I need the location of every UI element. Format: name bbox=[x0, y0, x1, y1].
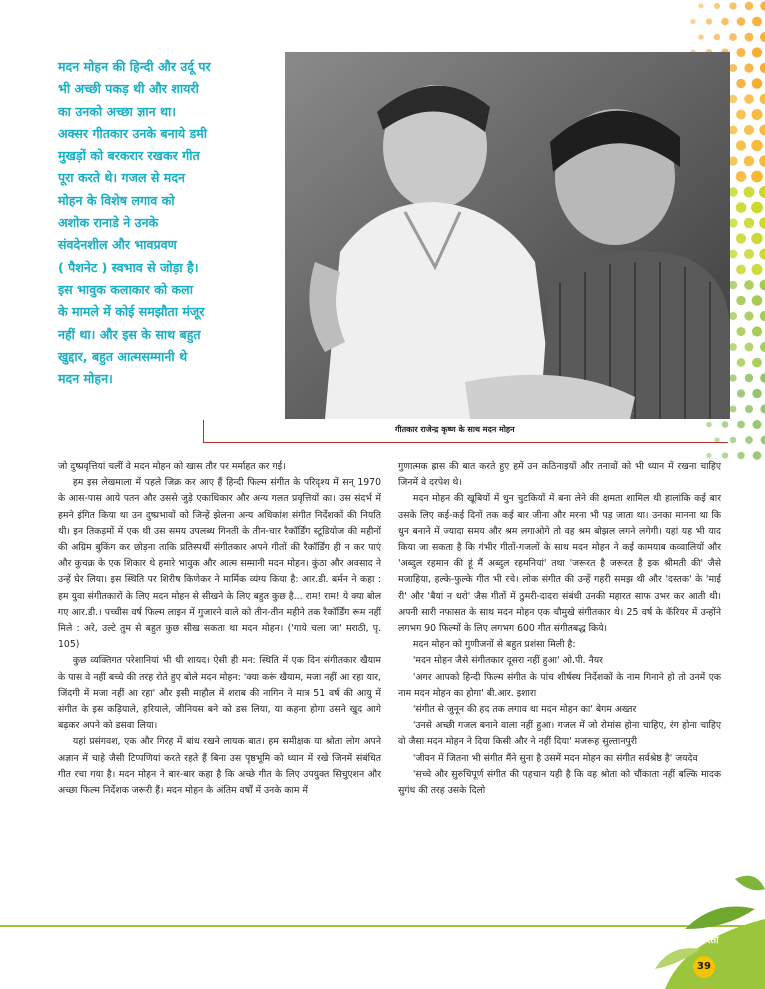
quote: 'उनसे अच्छी गजल बनाने वाला नहीं हुआ। गजल में जो रोमांस होना चाहिए, रंग होना चाहिए वो जैसा मदन मोहन ने दिया किसी और ने नहीं दिया' मजरूह सुल्तानपुरी bbox=[398, 720, 721, 748]
photo-rajendra-krishan-madan-mohan bbox=[285, 52, 730, 419]
paragraph: मदन मोहन को गुणीजनों से बहुत प्रशंसा मिली है: bbox=[412, 639, 576, 651]
paragraph: हम इस लेखमाला में पहले जिक्र कर आए हैं हिन्दी फिल्म संगीत के परिदृश्य में सन् 1970 के आस-पास आये पतन और उससे जुड़े एकाधिकार और अन्य गलत प्रवृत्तियों का। उस संदर्भ में हमने इंगित किया था उन दुष्प्रभावों को जिन्हें झेलना अन्य अधिकांश संगीत निर्देशकों की नियति थी। इन तिकड़मों में एक थी उस समय उपलब्ध गिनती के तीन-चार रैकॉर्डिंग स्टूडियोज की महीनों की अग्रिम बुकिंग कर छोड़ना ताकि प्रतिस्पर्धी संगीतकार अपने गीतों की रैकॉर्डिंग ही न कर पाएं और कुचक्र के एक शिकार थे हमारे भावुक और आत्म सम्मानी मदन मोहन। कुंठा और अवसाद ने उन्हें घेर लिया। इस स्थिति पर शिरीष किणेकर ने मार्मिक व्यंग्य किया है: आर.डी. बर्मन ने कहा : हम युवा संगीतकारों के लिए मदन मोहन से सीखने के लिए बहुत कुछ है... राम! राम! ये क्या बोल गए आर.डी.। पच्चीस वर्ष फिल्म लाइन में गुजारने वाले को तीन-तीन महीने तक रैकॉर्डिंग रूम नहीं मिले : अरे, उल्टे तुम से बहुत कुछ सीख सकता था मदन मोहन। ('गाये चला जा' मराठी, पृ. 105) bbox=[58, 477, 381, 651]
caption-rule bbox=[203, 442, 728, 443]
quote: 'सच्चे और सुरुचिपूर्ण संगीत की पहचान यही है कि वह श्रोता को चौंकाता नहीं बल्कि मादक सुगंध की तरह उसके दिलो bbox=[398, 768, 721, 797]
paragraph: गुणात्मक ह्रास की बात करते हुए हमें उन कठिनाइयों और तनावों को भी ध्यान में रखना चाहिए जिनमें वे दरपेश थे। bbox=[398, 461, 721, 489]
caption-rule-vertical bbox=[203, 420, 204, 442]
paragraph: कुछ व्यक्तिगत परेशानियां भी थी शायद। ऐसी ही मन: स्थिति में एक दिन संगीतकार खैयाम के पास वे नहीं बच्चे की तरह रोते हुए बोले मदन मोहन: 'क्या करूं खैयाम, मजा नहीं आ रहा यार, जिंदगी में मजा नहीं आ रहा' और इसी माहौल में शराब की नागिन ने मात्र 51 वर्ष की आयु में संगीत के इस कड़ियाले, हरियाले, जीनियस बने को डस लिया, या कहना होगा उसने खुद आगे बढ़कर अपने को डसवा लिया। bbox=[58, 655, 381, 732]
paragraph: मदन मोहन की खूबियों में धुन चुटकियों में बना लेने की क्षमता शामिल थी हालांकि कई बार उसके लिए कई-कई दिनों तक कई बार जीना और मरना भी पड़ जाता था। उनका मानना था कि धुन बनाने में ज्यादा समय और श्रम लगाओगे तो वह श्रम बोझल लगने लगेगी। यहां यह भी याद किया जा सकता है कि गंभीर गीतों-गजलों के साथ मदन मोहन ने कई कामयाब कव्वालियों और 'अब्दुल रहमान की हूं मैं अब्दुल रहमनियां' तथा 'जरूरत है जरूरत है इक श्रीमती की' जैसे मजाहिया, हल्के-फुल्के गीत भी रचे। लोक संगीत की उन्हें गहरी समझ थी और 'दस्तक' के 'माई री' और 'बैयां न धरो' जैस गीतों में ठुमरी-दादरा संबंधी उनकी महारत साफ उभर कर आती थी। अपनी सारी नफासत के साथ मदन मोहन एक चौमुखे संगीतकार थे। 25 वर्ष के कॅरियर में उन्होंने लगभग 90 फिल्मों के लिए लगभग 600 गीत संगीतबद्ध किये। bbox=[398, 493, 721, 635]
quote: 'अगर आपको हिन्दी फिल्म संगीत के पांच शीर्षस्थ निर्देशकों के नाम गिनाने हो तो उनमें एक नाम मदन मोहन का होगा' बी.आर. इशारा bbox=[398, 671, 721, 699]
article-column-right bbox=[398, 459, 721, 799]
pull-quote: मदन मोहन की हिन्दी और उर्दू पर भी अच्छी पकड़ थी और शायरी का उनको अच्छा ज्ञान था। अक्सर गीतकार उनके बनाये डमी मुखड़ों को बरकरार रखकर गीत पूरा करते थे। गजल से मदन मोहन के विशेष लगाव को अशोक रानाडे ने उनके संवदेनशील और भावप्रवण ( पैशनेट ) स्वभाव से जोड़ा है। इस भावुक कलाकार को कला के मामले में कोई समझौता मंजूर नहीं था। और इस के साथ बहुत खुद्दार, बहुत आत्मसम्मानी थे मदन मोहन। bbox=[58, 59, 211, 387]
photo-caption: गीतकार राजेन्द्र कृष्ण के साथ मदन मोहन bbox=[395, 425, 515, 434]
article-column-left bbox=[58, 459, 381, 799]
magazine-name: स्वर सरिता bbox=[680, 935, 719, 946]
paragraph: यहां प्रसंगवश, एक और गिरह में बांध रखने लायक बात। हम समीक्षक या श्रोता लोग अपने अज्ञान में चाहे जैसी टिप्पणियां करते रहते हैं बिना उस पृष्ठभूमि को ध्यान में रखे जिनमें संबंधित गीत रचा गया है। मदन मोहन ने बार-बार कहा है कि अच्छे गीत के लिए उपयुक्त सिचुएशन और अच्छा फिल्म निर्देशक जरूरी हैं। मदन मोहन के अंतिम वर्षों में उनके काम में bbox=[58, 736, 381, 797]
quote: 'मदन मोहन जैसे संगीतकार दूसरा नहीं हुआ' ओ.पी. नैयर bbox=[412, 655, 603, 667]
quote: 'जीवन में जितना भी संगीत मैंने सुना है उसमें मदन मोहन का संगीत सर्वश्रेष्ठ है' जयदेव bbox=[412, 752, 698, 764]
quote: 'संगीत से जुनून की हद तक लगाव था मदन मोहन का' बेगम अख्तर bbox=[412, 704, 637, 716]
page-number: 39 bbox=[693, 956, 715, 978]
paragraph: जो दुष्प्रवृत्तियां चलीं वे मदन मोहन को खास तौर पर मर्माहत कर गई। bbox=[58, 461, 286, 472]
